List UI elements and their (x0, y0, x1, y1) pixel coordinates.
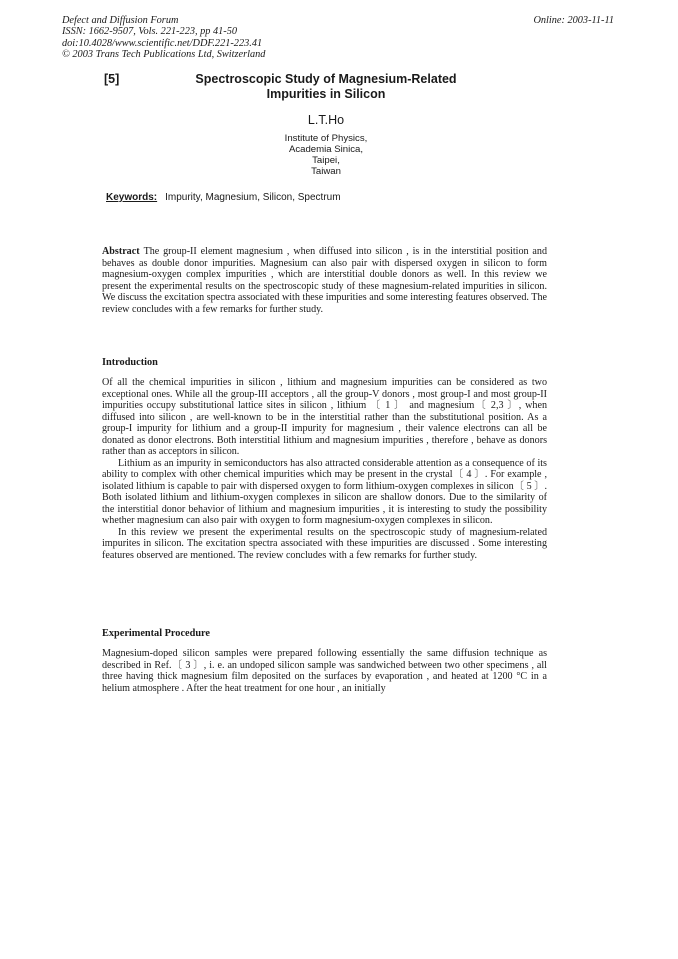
paper-title (176, 72, 476, 101)
abstract-section (102, 246, 547, 315)
experimental-heading: Experimental Procedure (102, 628, 211, 639)
paragraph: In this review we present the experimental results on the spectroscopic study of magnesium-related impurites in silicon. The excitation spectra associated with these impurities are discussed . Some interesting features observed are mentioned. The review concludes with a few remarks for further study. (102, 526, 547, 561)
keywords-label: Keywords: (106, 192, 158, 203)
affiliation-line: Academia Sinica, (288, 144, 364, 155)
copyright-line: © 2003 Trans Tech Publications Ltd, Switzerland (62, 49, 266, 61)
doi-line[interactable]: doi:10.4028/www.scientific.net/DDF.221-223.41 (62, 37, 263, 49)
keywords-list: Impurity, Magnesium, Silicon, Spectrum (165, 192, 341, 203)
introduction-section (102, 377, 547, 561)
affiliation (226, 133, 426, 177)
title-line-1: Spectroscopic Study of Magnesium-Related (195, 72, 457, 86)
title-line-2: Impurities in Silicon (266, 86, 386, 101)
journal-name: Defect and Diffusion Forum (62, 15, 179, 26)
affiliation-line: Taipei, (312, 155, 340, 166)
paragraph: Lithium as an impurity in semiconductors has also attracted considerable attention as a consequence of its ability to complex with other chemical impurities which may be present in the crystal〔 4 〕. For example , isolated lithium is capable to pair with dispersed oxygen to form lithium-oxygen complexes in silicon〔 5 〕. Both isolated lithium and lithium-oxygen complexes in silicon are shallow donors. Due to the similarity of the interstitial donor behavior of lithium and magnesium impurities , it is interesting to study the possibility whether magnesium can also pair with oxygen to form magnesium-oxygen complexes in silicon. (102, 457, 547, 526)
abstract-text: The group-II element magnesium , when diffused into silicon , is in the interstitial position and behaves as double donor impurities. Magnesium can also pair with dispersed oxygen in silicon to form magnesium-oxygen complex impurities , which are interstitial double donors as well. In this review we present the experimental results on the spectroscopic study of these magnesium-related impurities in silicon. We discuss the excitation spectra associated with these impurities and some interesting features observed. The review concludes with a few remarks for further study. (102, 246, 547, 315)
paper-number: [5] (104, 72, 120, 86)
affiliation-line: Institute of Physics, (284, 133, 368, 144)
experimental-section (102, 648, 547, 694)
affiliation-line: Taiwan (311, 166, 341, 177)
journal-header (62, 15, 265, 61)
paragraph: Magnesium-doped silicon samples were prepared following essentially the same diffusion technique as described in Ref.〔 3 〕, i. e. an undoped silicon sample was sandwiched between two other specimens , all three having thick magnesium film deposited on the surfaces by evaporation , and heated at 1200 °C in a helium atmosphere . After the heat treatment for one hour , an initially (102, 648, 547, 694)
abstract-label: Abstract (102, 246, 140, 257)
introduction-heading: Introduction (102, 357, 158, 368)
issn-line: ISSN: 1662-9507, Vols. 221-223, pp 41-50 (62, 26, 238, 38)
online-date: Online: 2003-11-11 (533, 15, 614, 26)
author-name: L.T.Ho (307, 113, 345, 127)
keywords (106, 192, 341, 203)
paragraph: Of all the chemical impurities in silicon , lithium and magnesium impurities can be considered as two exceptional ones. While all the group-III acceptors , all the group-V donors , most group-I and most group-II impurities occupy substitutional lattice sites in silicon , lithium 〔 1 〕 and magnesium〔 2,3 〕, when diffused into silicon , are well-known to be in the interstitial rather than the substitutional position. As a group-I impurity for lithium and a group-II impurity for magnesium , their valence electrons can all be donated as donor electrons. Both interstitial lithium and magnesium impurities , therefore , behave as donors rather than as acceptors in silicon. (102, 377, 547, 457)
